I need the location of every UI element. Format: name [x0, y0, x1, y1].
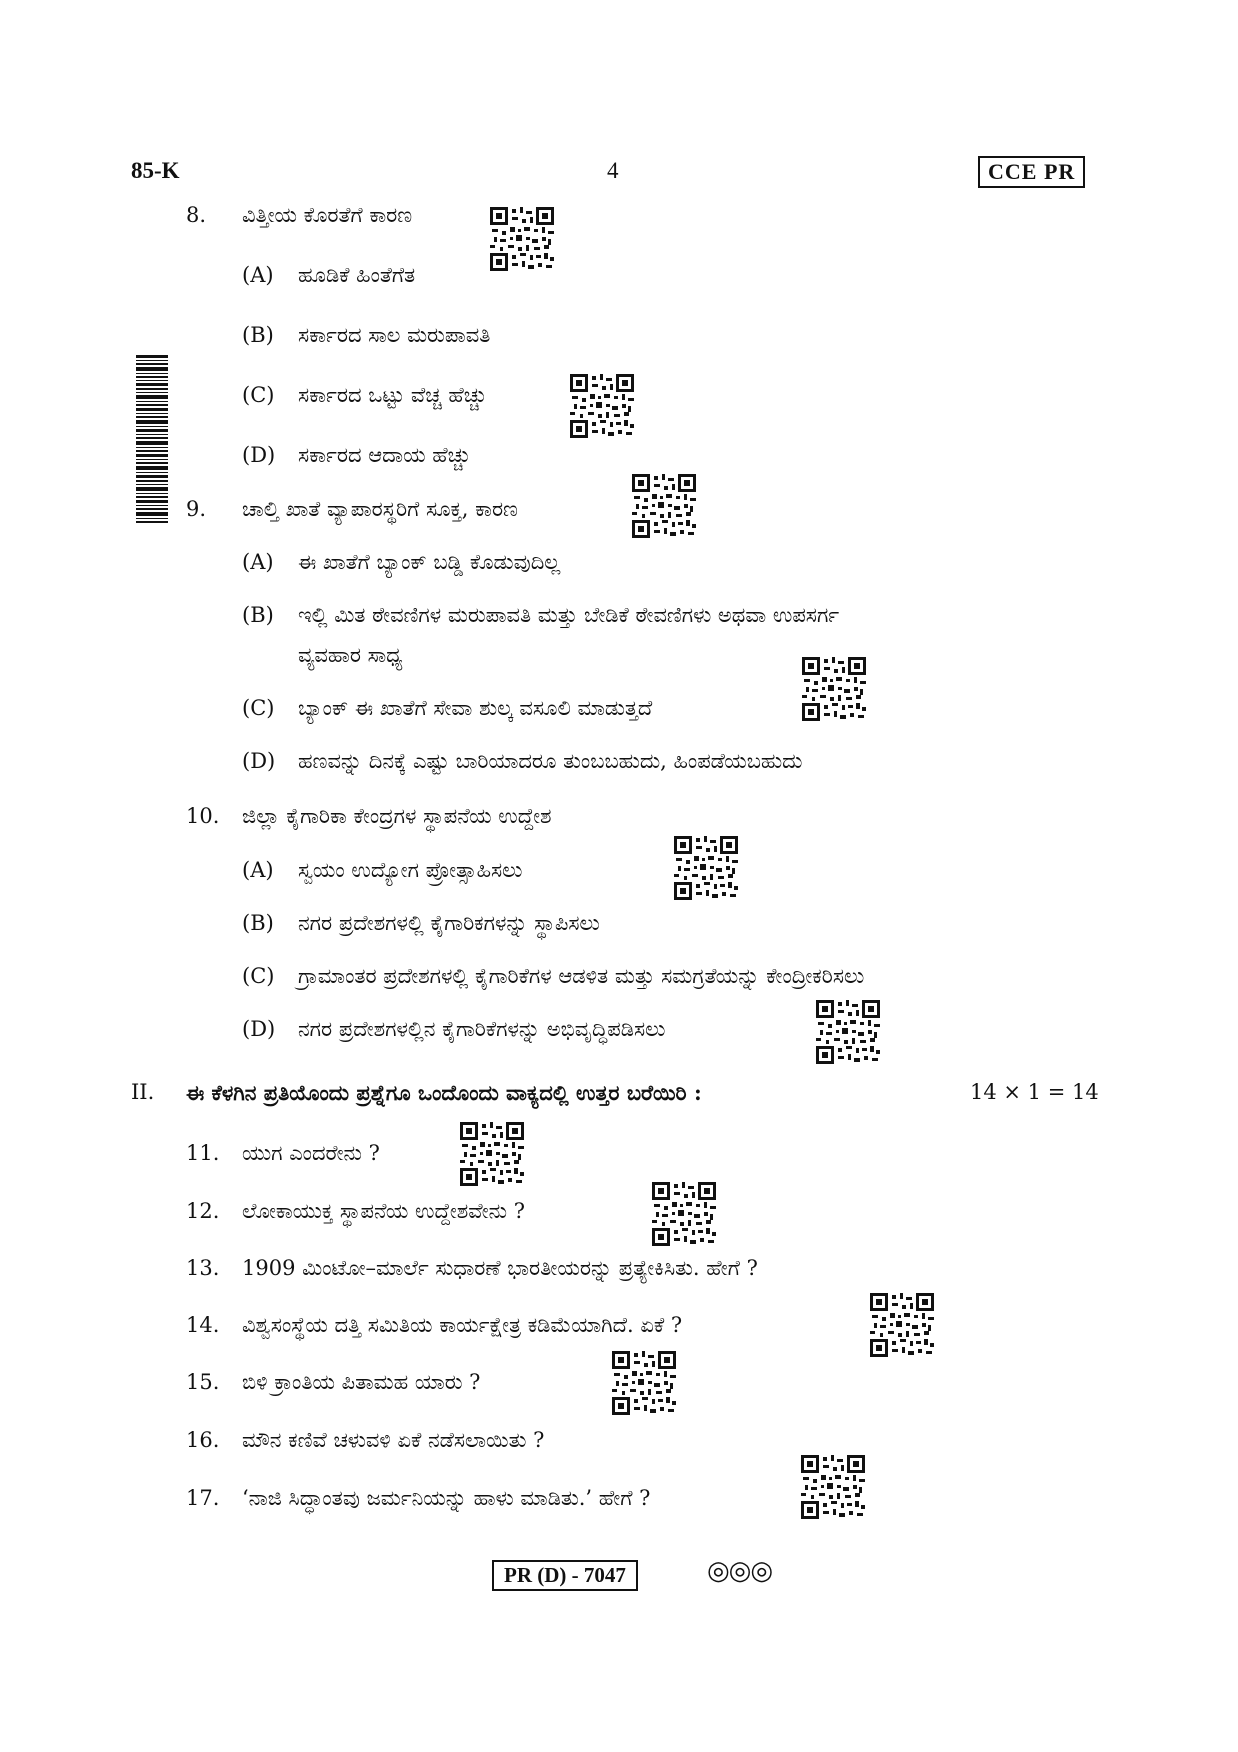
q8-option-a: ಹೂಡಿಕೆ ಹಿಂತೆಗೆತ [298, 263, 416, 287]
q10-number: 10. [186, 804, 220, 828]
q9-qr-icon [632, 474, 696, 538]
section-roman: II. [131, 1080, 155, 1104]
q9c-qr-icon [802, 657, 866, 721]
section-instruction: ಈ ಕೆಳಗಿನ ಪ್ರತಿಯೊಂದು ಪ್ರಶ್ನೆಗೂ ಒಂದೊಂದು ವಾಕ್ಯದಲ್ಲಿ ಉತ್ತರ ಬರೆಯಿರಿ : [186, 1080, 702, 1105]
q9-option-a-label: (A) [242, 550, 274, 574]
q10-option-d: ನಗರ ಪ್ರದೇಶಗಳಲ್ಲಿನ ಕೈಗಾರಿಕೆಗಳನ್ನು ಅಭಿವೃದ್ಧಿಪಡಿಸಲು [298, 1017, 666, 1041]
q10-option-c: ಗ್ರಾಮಾಂತರ ಪ್ರದೇಶಗಳಲ್ಲಿ ಕೈಗಾರಿಕೆಗಳ ಆಡಳಿತ ಮತ್ತು ಸಮಗ್ರತೆಯನ್ನು ಕೇಂದ್ರೀಕರಿಸಲು [298, 964, 865, 988]
q13-number: 13. [186, 1256, 220, 1280]
q9-number: 9. [186, 497, 207, 521]
q11-number: 11. [186, 1141, 220, 1165]
q9-option-d-label: (D) [242, 749, 276, 773]
footer-code-box: PR (D) - 7047 [492, 1560, 638, 1591]
q9-text: ಚಾಲ್ತಿ ಖಾತೆ ವ್ಯಾಪಾರಸ್ಥರಿಗೆ ಸೂಕ್ತ, ಕಾರಣ [242, 497, 518, 521]
section-marks: 14 × 1 = 14 [970, 1080, 1099, 1104]
q8-number: 8. [186, 203, 207, 227]
q17-number: 17. [186, 1486, 220, 1510]
page-number: 4 [607, 158, 619, 183]
q10-text: ಜಿಲ್ಲಾ ಕೈಗಾರಿಕಾ ಕೇಂದ್ರಗಳ ಸ್ಥಾಪನೆಯ ಉದ್ದೇಶ [242, 804, 552, 828]
q10a-qr-icon [674, 836, 738, 900]
q11-qr-icon [460, 1122, 524, 1186]
q14-number: 14. [186, 1313, 220, 1337]
q10-option-d-label: (D) [242, 1017, 276, 1041]
q9-option-d: ಹಣವನ್ನು ದಿನಕ್ಕೆ ಎಷ್ಟು ಬಾರಿಯಾದರೂ ತುಂಬಬಹುದು, ಹಿಂಪಡೆಯಬಹುದು [298, 749, 803, 773]
side-barcode [136, 355, 168, 523]
q8-text: ವಿತ್ತೀಯ ಕೊರತೆಗೆ ಕಾರಣ [242, 203, 413, 227]
q8-option-c: ಸರ್ಕಾರದ ಒಟ್ಟು ವೆಚ್ಚ ಹೆಚ್ಚು [298, 383, 487, 407]
q17-text: ‘ನಾಜಿ ಸಿದ್ಧಾಂತವು ಜರ್ಮನಿಯನ್ನು ಹಾಳು ಮಾಡಿತು.’ ಹೇಗೆ ? [242, 1486, 651, 1510]
q10-option-b: ನಗರ ಪ್ರದೇಶಗಳಲ್ಲಿ ಕೈಗಾರಿಕಗಳನ್ನು ಸ್ಥಾಪಿಸಲು [298, 911, 600, 935]
q15-number: 15. [186, 1370, 220, 1394]
paper-code: 85-K [131, 158, 180, 183]
q8-option-d-label: (D) [242, 443, 276, 467]
q8-qr-icon [490, 207, 554, 271]
q10d-qr-icon [816, 1000, 880, 1064]
q9-option-c: ಬ್ಯಾಂಕ್ ಈ ಖಾತೆಗೆ ಸೇವಾ ಶುಲ್ಕ ವಸೂಲಿ ಮಾಡುತ್ತದೆ [298, 696, 653, 720]
q9-option-b-line2: ವ್ಯವಹಾರ ಸಾಧ್ಯ [298, 643, 403, 667]
q8-option-b-label: (B) [242, 323, 274, 347]
q9-option-c-label: (C) [242, 696, 275, 720]
q8-option-d: ಸರ್ಕಾರದ ಆದಾಯ ಹೆಚ್ಚು [298, 443, 471, 467]
q14-text: ವಿಶ್ವಸಂಸ್ಥೆಯ ದತ್ತಿ ಸಮಿತಿಯ ಕಾರ್ಯಕ್ಷೇತ್ರ ಕಡಿಮೆಯಾಗಿದೆ. ಏಕೆ ? [242, 1313, 683, 1337]
q9-option-b: ಇಲ್ಲಿ ಮಿತ ಠೇವಣಿಗಳ ಮರುಪಾವತಿ ಮತ್ತು ಬೇಡಿಕೆ ಠೇವಣಿಗಳು ಅಥವಾ ಉಪಸರ್ಗ [298, 603, 840, 627]
q13-text: 1909 ಮಿಂಟೋ–ಮಾರ್ಲೆ ಸುಧಾರಣೆ ಭಾರತೀಯರನ್ನು ಪ್ರತ್ಯೇಕಿಸಿತು. ಹೇಗೆ ? [242, 1256, 758, 1280]
q17-qr-icon [801, 1455, 865, 1519]
paper-type-box: CCE PR [978, 156, 1085, 188]
q12-qr-icon [652, 1182, 716, 1246]
q8-option-a-label: (A) [242, 263, 274, 287]
q16-text: ಮೌನ ಕಣಿವೆ ಚಳುವಳಿ ಏಕೆ ನಡೆಸಲಾಯಿತು ? [242, 1428, 545, 1452]
q8c-qr-icon [570, 374, 634, 438]
q10-option-c-label: (C) [242, 964, 275, 988]
q15-text: ಬಿಳಿ ಕ್ರಾಂತಿಯ ಪಿತಾಮಹ ಯಾರು ? [242, 1370, 481, 1394]
q8-option-c-label: (C) [242, 383, 275, 407]
q12-text: ಲೋಕಾಯುಕ್ತ ಸ್ಥಾಪನೆಯ ಉದ್ದೇಶವೇನು ? [242, 1199, 525, 1223]
q14-qr-icon [870, 1293, 934, 1357]
q12-number: 12. [186, 1199, 220, 1223]
q9-option-a: ಈ ಖಾತೆಗೆ ಬ್ಯಾಂಕ್ ಬಡ್ಡಿ ಕೊಡುವುದಿಲ್ಲ [298, 550, 561, 574]
q10-option-a: ಸ್ವಯಂ ಉದ್ಯೋಗ ಪ್ರೋತ್ಸಾಹಿಸಲು [298, 858, 523, 882]
q10-option-a-label: (A) [242, 858, 274, 882]
q11-text: ಯುಗ ಎಂದರೇನು ? [242, 1141, 380, 1165]
q15-qr-icon [612, 1351, 676, 1415]
q8-option-b: ಸರ್ಕಾರದ ಸಾಲ ಮರುಪಾವತಿ [298, 323, 491, 347]
q9-option-b-label: (B) [242, 603, 274, 627]
q16-number: 16. [186, 1428, 220, 1452]
footer-circles-icon: ◎◎◎ [707, 1556, 773, 1586]
q10-option-b-label: (B) [242, 911, 274, 935]
